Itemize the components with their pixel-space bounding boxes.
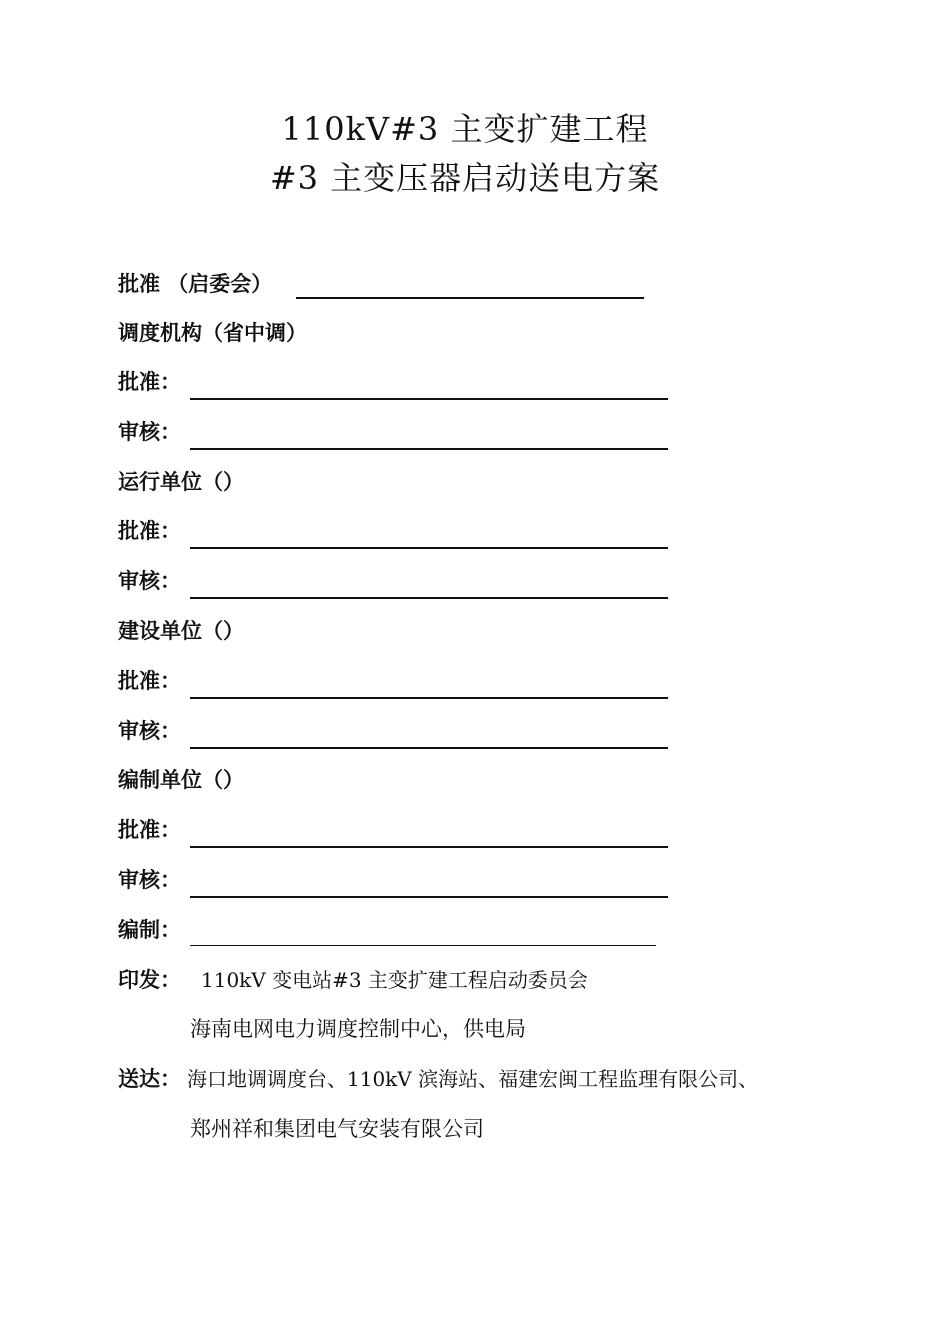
committee-signature-line xyxy=(296,297,644,299)
operation-approve-row xyxy=(118,511,678,551)
issue-recipient-2: 海南电网电力调度控制中心，供电局 xyxy=(190,1017,526,1041)
construction-approve-signature-line xyxy=(190,697,668,699)
compile-approve-signature-line xyxy=(190,846,668,848)
dispatch-approve-row xyxy=(118,362,678,402)
compile-author-row xyxy=(118,910,678,950)
construction-review-signature-line xyxy=(190,747,668,749)
construction-review-row xyxy=(118,711,678,751)
send-recipients-2: 郑州祥和集团电气安装有限公司 xyxy=(190,1117,484,1141)
document-title-line-1: 110kV#3 主变扩建工程 xyxy=(281,110,649,148)
operation-approve-label: 批准： xyxy=(118,519,181,543)
document-title-line-2: #3 主变压器启动送电方案 xyxy=(269,159,661,197)
send-label: 送达： xyxy=(118,1067,181,1091)
committee-approval-label: 批准 （启委会） xyxy=(118,272,273,296)
operation-review-row xyxy=(118,561,678,601)
operation-approve-signature-line xyxy=(190,547,668,549)
operation-review-signature-line xyxy=(190,597,668,599)
operation-review-label: 审核： xyxy=(118,569,181,593)
compile-approve-row xyxy=(118,810,678,850)
dispatch-review-signature-line xyxy=(190,448,668,450)
construction-header-label: 建设单位（） xyxy=(118,619,244,643)
issue-recipient-1: 110kV 变电站#3 主变扩建工程启动委员会 xyxy=(201,968,588,992)
dispatch-review-row xyxy=(118,412,678,452)
operation-header-label: 运行单位（） xyxy=(118,470,244,494)
compile-header-label: 编制单位（） xyxy=(118,768,244,792)
compile-review-signature-line xyxy=(190,896,668,898)
compile-review-label: 审核： xyxy=(118,868,181,892)
construction-approve-row xyxy=(118,661,678,701)
compile-author-signature-line xyxy=(190,945,656,946)
compile-approve-label: 批准： xyxy=(118,818,181,842)
issue-label: 印发： xyxy=(118,968,181,992)
compile-author-label: 编制： xyxy=(118,918,181,942)
committee-approval-row xyxy=(118,264,658,304)
dispatch-approve-label: 批准： xyxy=(118,370,181,394)
compile-review-row xyxy=(118,860,678,900)
send-recipients-1: 海口地调调度台、110kV 滨海站、福建宏闽工程监理有限公司、 xyxy=(187,1067,759,1091)
dispatch-review-label: 审核： xyxy=(118,420,181,444)
dispatch-approve-signature-line xyxy=(190,398,668,400)
construction-approve-label: 批准： xyxy=(118,669,181,693)
dispatch-header-label: 调度机构（省中调） xyxy=(118,321,307,345)
construction-review-label: 审核： xyxy=(118,719,181,743)
